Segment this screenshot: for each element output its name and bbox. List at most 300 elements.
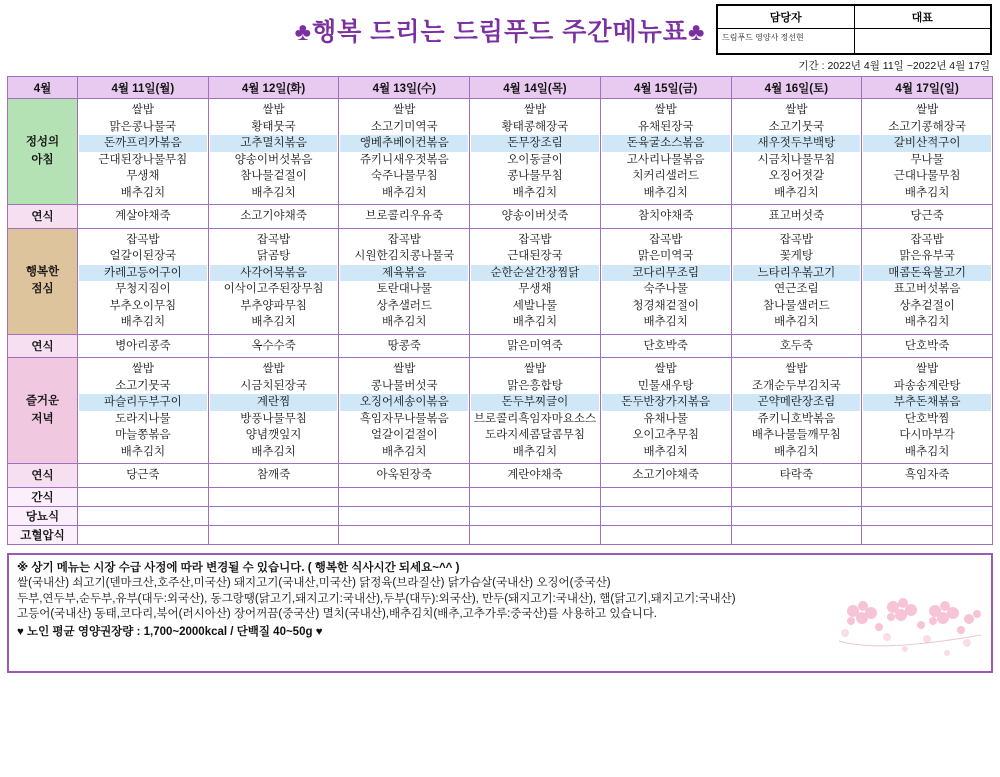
menu-cell-r5-c5 xyxy=(731,464,862,488)
dish-list xyxy=(78,358,208,463)
dish-item: 쌀밥 xyxy=(393,363,416,375)
dish-item: 마늘쫑볶음 xyxy=(115,429,171,441)
dish-item: 무청지짐이 xyxy=(115,283,171,295)
dish-item: 쌀밥 xyxy=(916,104,939,116)
dish-item: 사각어묵볶음 xyxy=(210,265,338,282)
menu-cell-r6-c4 xyxy=(600,487,731,506)
dish-item: 양송이버섯볶음 xyxy=(234,153,313,166)
dish-item: 도라지세콤달콤무침 xyxy=(484,429,585,441)
dish-item: 카레고등어구이 xyxy=(79,265,207,282)
menu-cell-r6-c6 xyxy=(862,487,993,506)
dish-item: 배추김치 xyxy=(643,445,688,458)
dish-item: 시원한김치콩나물국 xyxy=(354,250,455,262)
table-row xyxy=(8,487,993,506)
dish-list xyxy=(78,229,208,334)
dish-list xyxy=(732,358,862,463)
dish-item: 쌀밥 xyxy=(523,363,547,375)
dish-item: 옥수수죽 xyxy=(251,339,296,352)
menu-cell-r3-c2 xyxy=(339,334,470,358)
dish-item: 맑은흥합탕 xyxy=(507,379,563,392)
menu-cell-r6-c2 xyxy=(339,487,470,506)
dish-item: 쌀밥 xyxy=(393,104,416,116)
dish-item: 무생채 xyxy=(126,170,160,182)
table-row xyxy=(8,464,993,488)
menu-cell-r4-c4 xyxy=(600,358,731,464)
row-label-line: 아침 xyxy=(31,153,54,166)
page-title: ♣행복 드리는 드림푸드 주간메뉴표♣ xyxy=(294,18,706,46)
dish-item: 참나물샐러드 xyxy=(763,299,830,312)
day-header-3: 4월 14일(목) xyxy=(470,77,601,99)
table-row xyxy=(8,525,993,544)
dish-list xyxy=(470,99,600,204)
dish-item: 참깨죽 xyxy=(256,469,291,481)
row-label-line: 고혈압식 xyxy=(20,529,65,542)
menu-cell-r5-c4 xyxy=(600,464,731,488)
dish-item: 연근조림 xyxy=(774,283,819,295)
dish-item: 당근죽 xyxy=(910,210,944,222)
dish-item: 단호박죽 xyxy=(904,339,950,352)
menu-cell-r2-c4 xyxy=(600,228,731,334)
dish-item: 도라지나물 xyxy=(115,412,171,425)
dish-item: 돈육굴소스볶음 xyxy=(602,135,730,152)
dish-item: 잡곡밥 xyxy=(387,233,421,246)
note-line-3: 고등어(국내산) 동태,코다리,북어(러시아산) 장어꺼끔(중국산) 멸치(국내산),배추김치(배추,고추가루:중국산)를 사용하고 있습니다. xyxy=(17,608,657,620)
dish-item: 토란대나물 xyxy=(376,283,433,295)
dish-item: 맑은미역국 xyxy=(637,250,694,262)
table-row xyxy=(8,358,993,464)
note-line-0: ※ 상기 메뉴는 시장 수급 사정에 따라 변경될 수 있습니다. ( 행복한 식사시간 되세요~^^ ) xyxy=(17,561,460,574)
dish-item: 치커리샐러드 xyxy=(632,170,699,182)
dish-item: 쌀밥 xyxy=(654,104,677,116)
dish-item: 꽃게탕 xyxy=(779,250,814,262)
dish-item: 황태콩해장국 xyxy=(501,120,569,133)
menu-cell-r5-c0 xyxy=(78,464,209,488)
menu-cell-r6-c1 xyxy=(208,487,339,506)
dish-item: 근대나물무침 xyxy=(893,170,961,182)
dish-item: 무생채 xyxy=(518,283,552,295)
dish-item: 잡곡밥 xyxy=(910,233,944,246)
dish-item: 오이고추무침 xyxy=(632,429,699,441)
dish-item: 상추겉절이 xyxy=(899,299,955,312)
dish-list xyxy=(209,229,339,334)
dish-item: 호두죽 xyxy=(779,339,814,352)
dish-item: 파슬리두부구이 xyxy=(79,394,207,411)
day-header-0: 4월 11일(월) xyxy=(78,77,209,99)
dish-item: 배추김치 xyxy=(774,186,819,199)
dish-list xyxy=(339,464,469,487)
dish-item: 곤약메란장조림 xyxy=(733,394,861,411)
dish-item: 부추양파무침 xyxy=(240,299,307,312)
dish-list xyxy=(732,99,862,204)
dish-item: 계살야채죽 xyxy=(115,210,171,222)
signature-header-manager: 담당자 xyxy=(718,6,854,29)
dish-item: 흑임자죽 xyxy=(904,469,950,481)
table-row xyxy=(8,506,993,525)
dish-item: 쥬키니새우젓볶음 xyxy=(359,153,449,166)
weekly-menu-table xyxy=(7,76,993,545)
table-header-row xyxy=(8,77,993,99)
dish-list xyxy=(601,205,731,228)
dish-item: 돈무장조림 xyxy=(471,135,599,152)
dish-list xyxy=(209,99,339,204)
dish-item: 얼갈이된장국 xyxy=(109,250,177,262)
menu-cell-r4-c1 xyxy=(208,358,339,464)
dish-item: 소고기뭇국 xyxy=(115,379,171,392)
menu-cell-r4-c5 xyxy=(731,358,862,464)
menu-cell-r7-c3 xyxy=(470,506,601,525)
table-body xyxy=(8,99,993,545)
menu-cell-r3-c1 xyxy=(208,334,339,358)
dish-item: 갈비산적구이 xyxy=(863,135,991,152)
dish-item: 고추멸치볶음 xyxy=(210,135,338,152)
dish-item: 근대된장국 xyxy=(507,250,563,262)
row-label-line: 당뇨식 xyxy=(25,510,60,523)
note-line-2: 두부,연두부,순두부,유부(대두:외국산), 동그랑땡(닭고기,돼지고기:국내산),두부(대두):외국산), 만두(돼지고기:국내산), 햄(닭고기,돼지고기:국내산) xyxy=(17,592,736,605)
dish-item: 부추돈채볶음 xyxy=(863,394,991,411)
dish-item: 배추김치 xyxy=(512,186,558,199)
dish-item: 배추김치 xyxy=(774,445,819,458)
dish-item: 유채나물 xyxy=(643,412,688,425)
row-label-3 xyxy=(8,334,78,358)
day-header-6: 4월 17일(일) xyxy=(862,77,993,99)
menu-cell-r5-c6 xyxy=(862,464,993,488)
row-label-5 xyxy=(8,464,78,488)
menu-cell-r0-c3 xyxy=(470,99,601,205)
dish-list xyxy=(862,205,992,228)
menu-cell-r1-c4 xyxy=(600,205,731,229)
menu-cell-r4-c3 xyxy=(470,358,601,464)
dish-item: 쌀밥 xyxy=(262,104,285,116)
dish-list xyxy=(862,464,992,487)
nutrition-footer: ♥ 노인 평균 영양권장량 : 1,700~2000kcal / 단백질 40~50g ♥ xyxy=(17,625,323,638)
dish-list xyxy=(601,358,731,463)
dish-item: 배추김치 xyxy=(512,445,558,458)
row-label-8 xyxy=(8,525,78,544)
dish-item: 배추김치 xyxy=(382,186,427,199)
menu-cell-r7-c5 xyxy=(731,506,862,525)
dish-item: 단호박찜 xyxy=(904,412,950,425)
dish-list xyxy=(470,335,600,358)
dish-item: 소고기야채죽 xyxy=(632,469,699,481)
dish-item: 코다리무조림 xyxy=(602,265,730,282)
dish-item: 배추김치 xyxy=(643,316,688,328)
dish-item: 청경채겉절이 xyxy=(632,299,699,312)
dish-item: 배추김치 xyxy=(904,316,950,328)
menu-cell-r8-c5 xyxy=(731,525,862,544)
dish-list xyxy=(209,358,339,463)
dish-item: 쌀밥 xyxy=(523,104,547,116)
dish-item: 잡곡밥 xyxy=(256,233,291,246)
dish-item: 당근죽 xyxy=(126,469,160,481)
dish-item: 돈두부찌글이 xyxy=(471,394,599,411)
menu-cell-r6-c3 xyxy=(470,487,601,506)
table-row xyxy=(8,334,993,358)
dish-list xyxy=(601,99,731,204)
row-label-2 xyxy=(8,228,78,334)
dish-list xyxy=(470,229,600,334)
dish-item: 쌀밥 xyxy=(785,104,808,116)
dish-item: 쌀밥 xyxy=(131,104,154,116)
dish-item: 파송송계란탕 xyxy=(893,379,961,392)
dish-item: 맑은미역죽 xyxy=(507,339,563,352)
menu-cell-r5-c2 xyxy=(339,464,470,488)
dish-item: 맑은유부국 xyxy=(899,250,955,262)
signature-header-representative: 대표 xyxy=(854,6,991,29)
dish-item: 닭곰탕 xyxy=(256,250,291,262)
row-label-4 xyxy=(8,358,78,464)
dish-item: 쌀밥 xyxy=(131,363,154,375)
menu-cell-r0-c6 xyxy=(862,99,993,205)
row-label-0 xyxy=(8,99,78,205)
dish-item: 타락죽 xyxy=(779,469,814,481)
menu-cell-r7-c4 xyxy=(600,506,731,525)
dish-item: 병아리콩죽 xyxy=(115,339,171,352)
menu-cell-r2-c6 xyxy=(862,228,993,334)
dish-item: 느타리우볶고기 xyxy=(733,265,861,282)
row-label-line: 연식 xyxy=(31,470,54,483)
row-label-line: 연식 xyxy=(31,340,54,353)
dish-item: 배추김치 xyxy=(904,186,950,199)
dish-item: 쌀밥 xyxy=(262,363,285,375)
dish-item: 쌀밥 xyxy=(785,363,808,375)
row-label-line: 점심 xyxy=(31,283,54,295)
dish-item: 양념깻잎지 xyxy=(245,429,302,441)
dish-item: 오징어세송이볶음 xyxy=(340,394,468,411)
row-label-line: 연식 xyxy=(31,211,54,224)
dish-list xyxy=(601,335,731,358)
dish-item: 쥬키니호박볶음 xyxy=(757,412,836,425)
dish-item: 상추샐러드 xyxy=(376,299,433,312)
dish-item: 양송이버섯죽 xyxy=(501,210,569,222)
table-row xyxy=(8,228,993,334)
dish-list xyxy=(209,205,339,228)
menu-cell-r3-c3 xyxy=(470,334,601,358)
menu-cell-r2-c3 xyxy=(470,228,601,334)
dish-item: 배추김치 xyxy=(382,316,427,328)
dish-list xyxy=(78,335,208,358)
dish-item: 숙주나물무침 xyxy=(370,170,438,182)
signature-value-manager: 드림푸드 영양사 정선현 xyxy=(722,33,804,42)
dish-item: 잡곡밥 xyxy=(126,233,160,246)
menu-cell-r1-c0 xyxy=(78,205,209,229)
menu-cell-r0-c5 xyxy=(731,99,862,205)
dish-item: 브로콜리우유죽 xyxy=(365,210,444,222)
dish-item: 배추김치 xyxy=(120,186,166,199)
menu-cell-r2-c2 xyxy=(339,228,470,334)
dish-list xyxy=(732,335,862,358)
dish-list xyxy=(732,229,862,334)
dish-list xyxy=(339,358,469,463)
menu-cell-r8-c4 xyxy=(600,525,731,544)
dish-item: 이삭이고주된장무침 xyxy=(223,283,324,295)
dish-item: 소고기미역국 xyxy=(370,120,438,133)
dish-item: 배추김치 xyxy=(120,316,166,328)
dish-list xyxy=(601,229,731,334)
dish-item: 표고버섯볶음 xyxy=(893,283,961,295)
dish-item: 숙주나물 xyxy=(643,283,688,295)
dish-item: 앵베추베이컨볶음 xyxy=(340,135,468,152)
dish-item: 시금치나물무침 xyxy=(757,153,836,166)
dish-item: 오이동글이 xyxy=(507,153,563,166)
row-label-line: 정성의 xyxy=(25,136,60,149)
dish-item: 배추나물들깨무침 xyxy=(751,429,841,441)
dish-item: 배추김치 xyxy=(774,316,819,328)
dish-list xyxy=(862,229,992,334)
row-label-line: 행복한 xyxy=(25,265,60,278)
dish-item: 땅콩죽 xyxy=(387,339,421,352)
dish-item: 배추김치 xyxy=(251,316,296,328)
menu-cell-r8-c2 xyxy=(339,525,470,544)
menu-cell-r1-c6 xyxy=(862,205,993,229)
dish-list xyxy=(470,464,600,487)
menu-cell-r6-c0 xyxy=(78,487,209,506)
dish-list xyxy=(862,99,992,204)
menu-cell-r0-c2 xyxy=(339,99,470,205)
dish-item: 소고기야채죽 xyxy=(240,210,307,222)
approval-signature-box xyxy=(716,4,992,55)
dish-item: 배추김치 xyxy=(251,445,296,458)
table-row xyxy=(8,205,993,229)
dish-list xyxy=(78,205,208,228)
dish-item: 잡곡밥 xyxy=(518,233,552,246)
dish-list xyxy=(732,464,862,487)
signature-header-row xyxy=(718,6,990,29)
dish-item: 잡곡밥 xyxy=(649,233,683,246)
dish-list xyxy=(862,358,992,463)
dish-list xyxy=(209,335,339,358)
dish-item: 콩나물버섯국 xyxy=(370,379,438,392)
menu-cell-r2-c0 xyxy=(78,228,209,334)
dish-item: 돈까프리카볶음 xyxy=(79,135,207,152)
menu-cell-r1-c1 xyxy=(208,205,339,229)
dish-item: 무나물 xyxy=(910,153,944,166)
dish-item: 아욱된장죽 xyxy=(376,469,433,481)
day-header-4: 4월 15일(금) xyxy=(600,77,731,99)
signature-value-representative xyxy=(854,29,991,53)
dish-item: 단호박죽 xyxy=(643,339,688,352)
menu-cell-r6-c5 xyxy=(731,487,862,506)
menu-cell-r7-c1 xyxy=(208,506,339,525)
dish-list xyxy=(339,205,469,228)
dish-item: 참치야채죽 xyxy=(637,210,694,222)
menu-cell-r2-c5 xyxy=(731,228,862,334)
dish-list xyxy=(732,205,862,228)
menu-cell-r8-c1 xyxy=(208,525,339,544)
day-header-5: 4월 16일(토) xyxy=(731,77,862,99)
menu-cell-r7-c2 xyxy=(339,506,470,525)
dish-list xyxy=(339,335,469,358)
row-label-line: 즐거운 xyxy=(25,395,60,408)
menu-cell-r3-c5 xyxy=(731,334,862,358)
period-range: 기간 : 2022년 4월 11일 ~2022년 4월 17일 xyxy=(798,60,990,72)
day-header-2: 4월 13일(수) xyxy=(339,77,470,99)
row-label-line: 저녁 xyxy=(31,412,54,425)
dish-item: 배추김치 xyxy=(904,445,950,458)
dish-item: 참나물겉절이 xyxy=(240,170,307,182)
dish-item: 조개순두부김치국 xyxy=(751,379,841,392)
menu-cell-r3-c0 xyxy=(78,334,209,358)
dish-item: 배추김치 xyxy=(382,445,427,458)
dish-item: 소고기콩해장국 xyxy=(888,120,966,133)
menu-cell-r7-c6 xyxy=(862,506,993,525)
table-row xyxy=(8,99,993,205)
dish-item: 유채된장국 xyxy=(637,120,694,133)
table-head xyxy=(8,77,993,99)
dish-item: 제육볶음 xyxy=(340,265,468,282)
menu-cell-r0-c1 xyxy=(208,99,339,205)
menu-cell-r8-c6 xyxy=(862,525,993,544)
menu-cell-r4-c6 xyxy=(862,358,993,464)
dish-item: 방풍나물무침 xyxy=(240,412,307,425)
dish-item: 배추김치 xyxy=(512,316,558,328)
dish-item: 세발나물 xyxy=(512,299,558,312)
dish-item: 황태뭇국 xyxy=(251,120,296,133)
row-label-line: 간식 xyxy=(31,491,54,504)
dish-item: 근대된장나물무침 xyxy=(98,153,188,166)
row-label-7 xyxy=(8,506,78,525)
dish-item: 부추오이무침 xyxy=(109,299,177,312)
dish-list xyxy=(601,464,731,487)
dish-item: 배추김치 xyxy=(120,445,166,458)
dish-list xyxy=(470,205,600,228)
dish-list xyxy=(78,99,208,204)
menu-cell-r2-c1 xyxy=(208,228,339,334)
dish-item: 잡곡밥 xyxy=(779,233,814,246)
notes-box xyxy=(7,553,993,673)
dish-item: 오징어젓갈 xyxy=(768,170,825,182)
menu-cell-r7-c0 xyxy=(78,506,209,525)
day-header-1: 4월 12일(화) xyxy=(208,77,339,99)
dish-item: 얼갈이겉절이 xyxy=(370,429,438,441)
dish-list xyxy=(339,229,469,334)
menu-cell-r1-c5 xyxy=(731,205,862,229)
dish-item: 소고기뭇국 xyxy=(768,120,825,133)
dish-item: 배추김치 xyxy=(643,186,688,199)
dish-item: 다시마부각 xyxy=(899,429,955,441)
menu-cell-r0-c4 xyxy=(600,99,731,205)
menu-cell-r8-c0 xyxy=(78,525,209,544)
dish-item: 배추김치 xyxy=(251,186,296,199)
dish-item: 표고버섯죽 xyxy=(768,210,825,222)
menu-cell-r8-c3 xyxy=(470,525,601,544)
menu-cell-r3-c4 xyxy=(600,334,731,358)
menu-cell-r5-c3 xyxy=(470,464,601,488)
row-label-1 xyxy=(8,205,78,229)
dish-item: 시금치된장국 xyxy=(240,379,307,392)
dish-item: 계란찜 xyxy=(210,394,338,411)
dish-item: 돈두반장가지볶음 xyxy=(602,394,730,411)
menu-cell-r0-c0 xyxy=(78,99,209,205)
dish-item: 흑임자무나물볶음 xyxy=(359,412,449,425)
dish-list xyxy=(209,464,339,487)
menu-cell-r1-c3 xyxy=(470,205,601,229)
dish-item: 민물새우탕 xyxy=(637,379,694,392)
menu-cell-r4-c2 xyxy=(339,358,470,464)
row-label-6 xyxy=(8,487,78,506)
note-line-1: 쌀(국내산) 쇠고기(덴마크산,호주산,미국산) 돼지고기(국내산,미국산) 닭정육(브라질산) 닭가슴살(국내산) 오징어(중국산) xyxy=(17,577,611,589)
dish-item: 콩나물무침 xyxy=(507,170,563,182)
table-corner-month: 4월 xyxy=(8,77,78,99)
dish-list xyxy=(339,99,469,204)
dish-item: 맑은콩나물국 xyxy=(109,120,177,133)
dish-item: 새우젓두부백탕 xyxy=(733,135,861,152)
dish-list xyxy=(470,358,600,463)
menu-cell-r1-c2 xyxy=(339,205,470,229)
menu-cell-r5-c1 xyxy=(208,464,339,488)
dish-list xyxy=(78,464,208,487)
dish-item: 매콤돈육불고기 xyxy=(863,265,991,282)
dish-item: 고사리나물볶음 xyxy=(626,153,705,166)
